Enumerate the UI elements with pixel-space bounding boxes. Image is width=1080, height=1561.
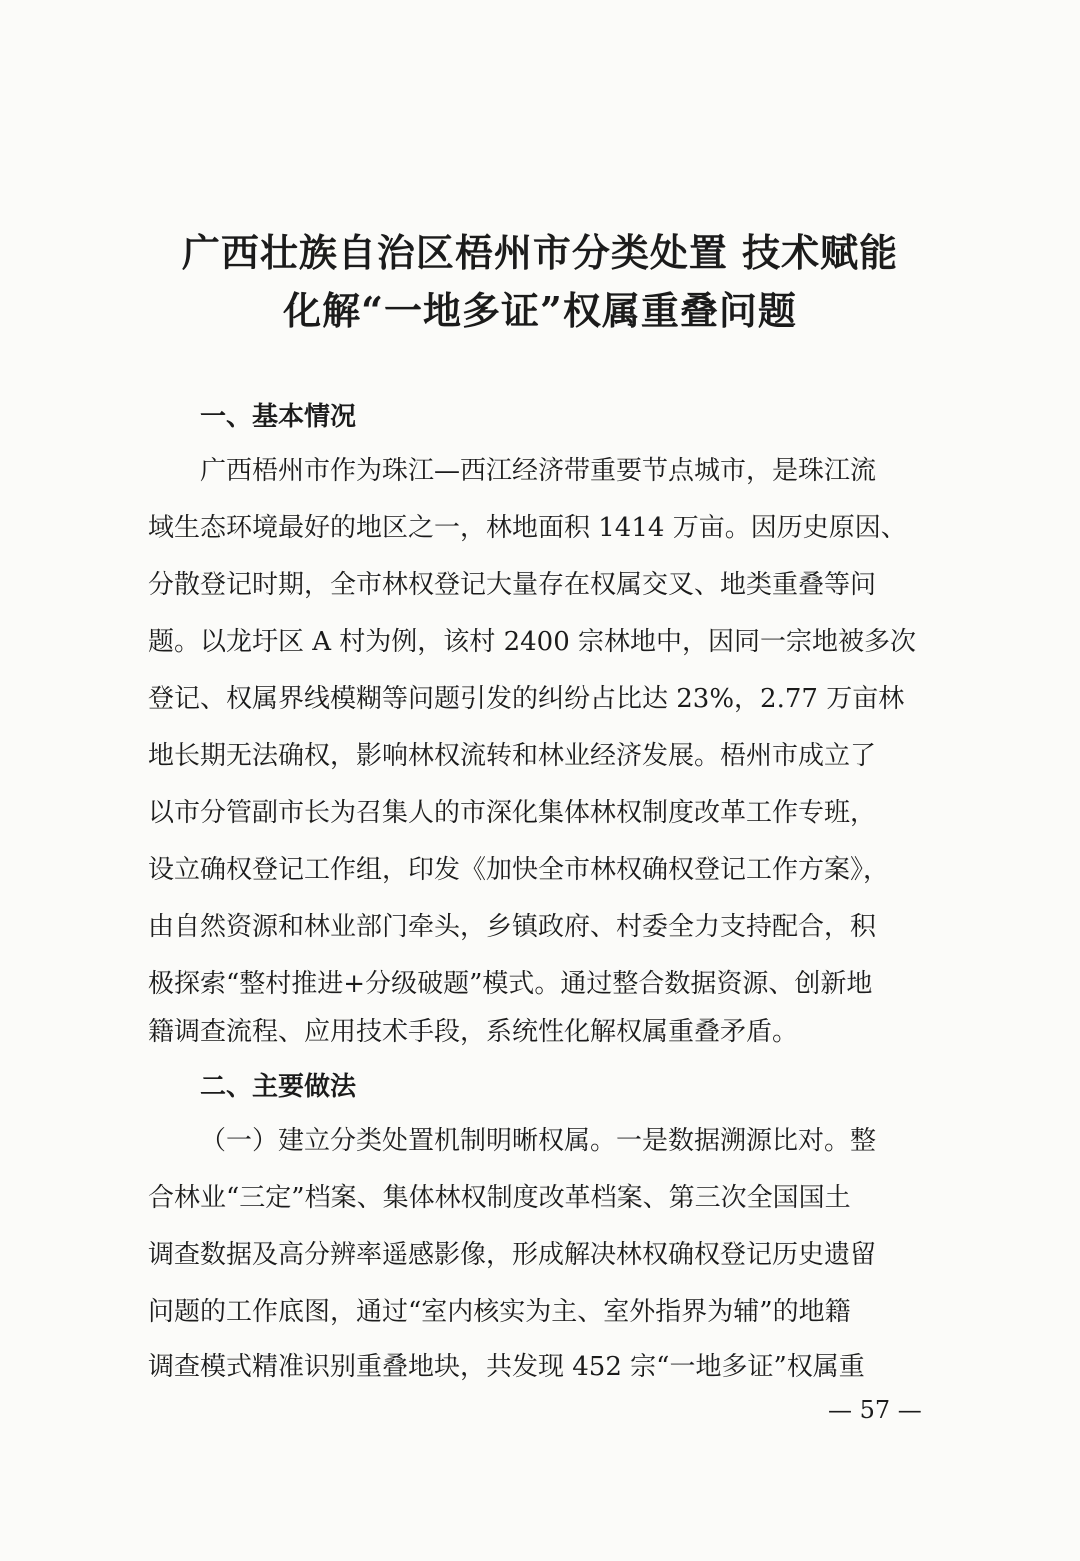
section-heading-basic: 一、基本情况 [200, 402, 357, 432]
paragraph-line: 分散登记时期，全市林权登记大量存在权属交叉、地类重叠等问 [148, 570, 877, 600]
paragraph-line: 题。以龙圩区 A 村为例，该村 2400 宗林地中，因同一宗地被多次 [148, 627, 917, 657]
paragraph-line: 极探索“整村推进+分级破题”模式。通过整合数据资源、创新地 [148, 969, 873, 999]
paragraph-line: 合林业“三定”档案、集体林权制度改革档案、第三次全国国土 [148, 1183, 851, 1213]
paragraph-line: 域生态环境最好的地区之一，林地面积 1414 万亩。因历史原因、 [148, 513, 907, 543]
paragraph-line: 设立确权登记工作组，印发《加快全市林权确权登记工作方案》， [148, 855, 890, 885]
paragraph-line: 登记、权属界线模糊等问题引发的纠纷占比达 23%，2.77 万亩林 [148, 684, 905, 714]
section-heading-methods: 二、主要做法 [200, 1072, 357, 1102]
page-number: — 57 — [828, 1396, 922, 1424]
title-line-2: 化解“一地多证”权属重叠问题 [283, 288, 797, 333]
title-line-1: 广西壮族自治区梧州市分类处置 技术赋能 [181, 230, 899, 275]
paragraph-line: 调查数据及高分辨率遥感影像，形成解决林权确权登记历史遗留 [148, 1240, 877, 1270]
paragraph-line: 问题的工作底图，通过“室内核实为主、室外指界为辅”的地籍 [148, 1297, 851, 1327]
paragraph-line: 由自然资源和林业部门牵头，乡镇政府、村委全力支持配合，积 [148, 912, 877, 942]
paragraph-line: 以市分管副市长为召集人的市深化集体林权制度改革工作专班， [148, 798, 877, 828]
paragraph-line: 籍调查流程、应用技术手段，系统性化解权属重叠矛盾。 [148, 1017, 799, 1047]
paragraph-line: （一）建立分类处置机制明晰权属。一是数据溯源比对。整 [200, 1126, 877, 1156]
paragraph-line: 调查模式精准识别重叠地块，共发现 452 宗“一地多证”权属重 [148, 1352, 865, 1382]
paragraph-line: 地长期无法确权，影响林权流转和林业经济发展。梧州市成立了 [148, 741, 877, 771]
paragraph-line: 广西梧州市作为珠江—西江经济带重要节点城市，是珠江流 [200, 456, 877, 486]
